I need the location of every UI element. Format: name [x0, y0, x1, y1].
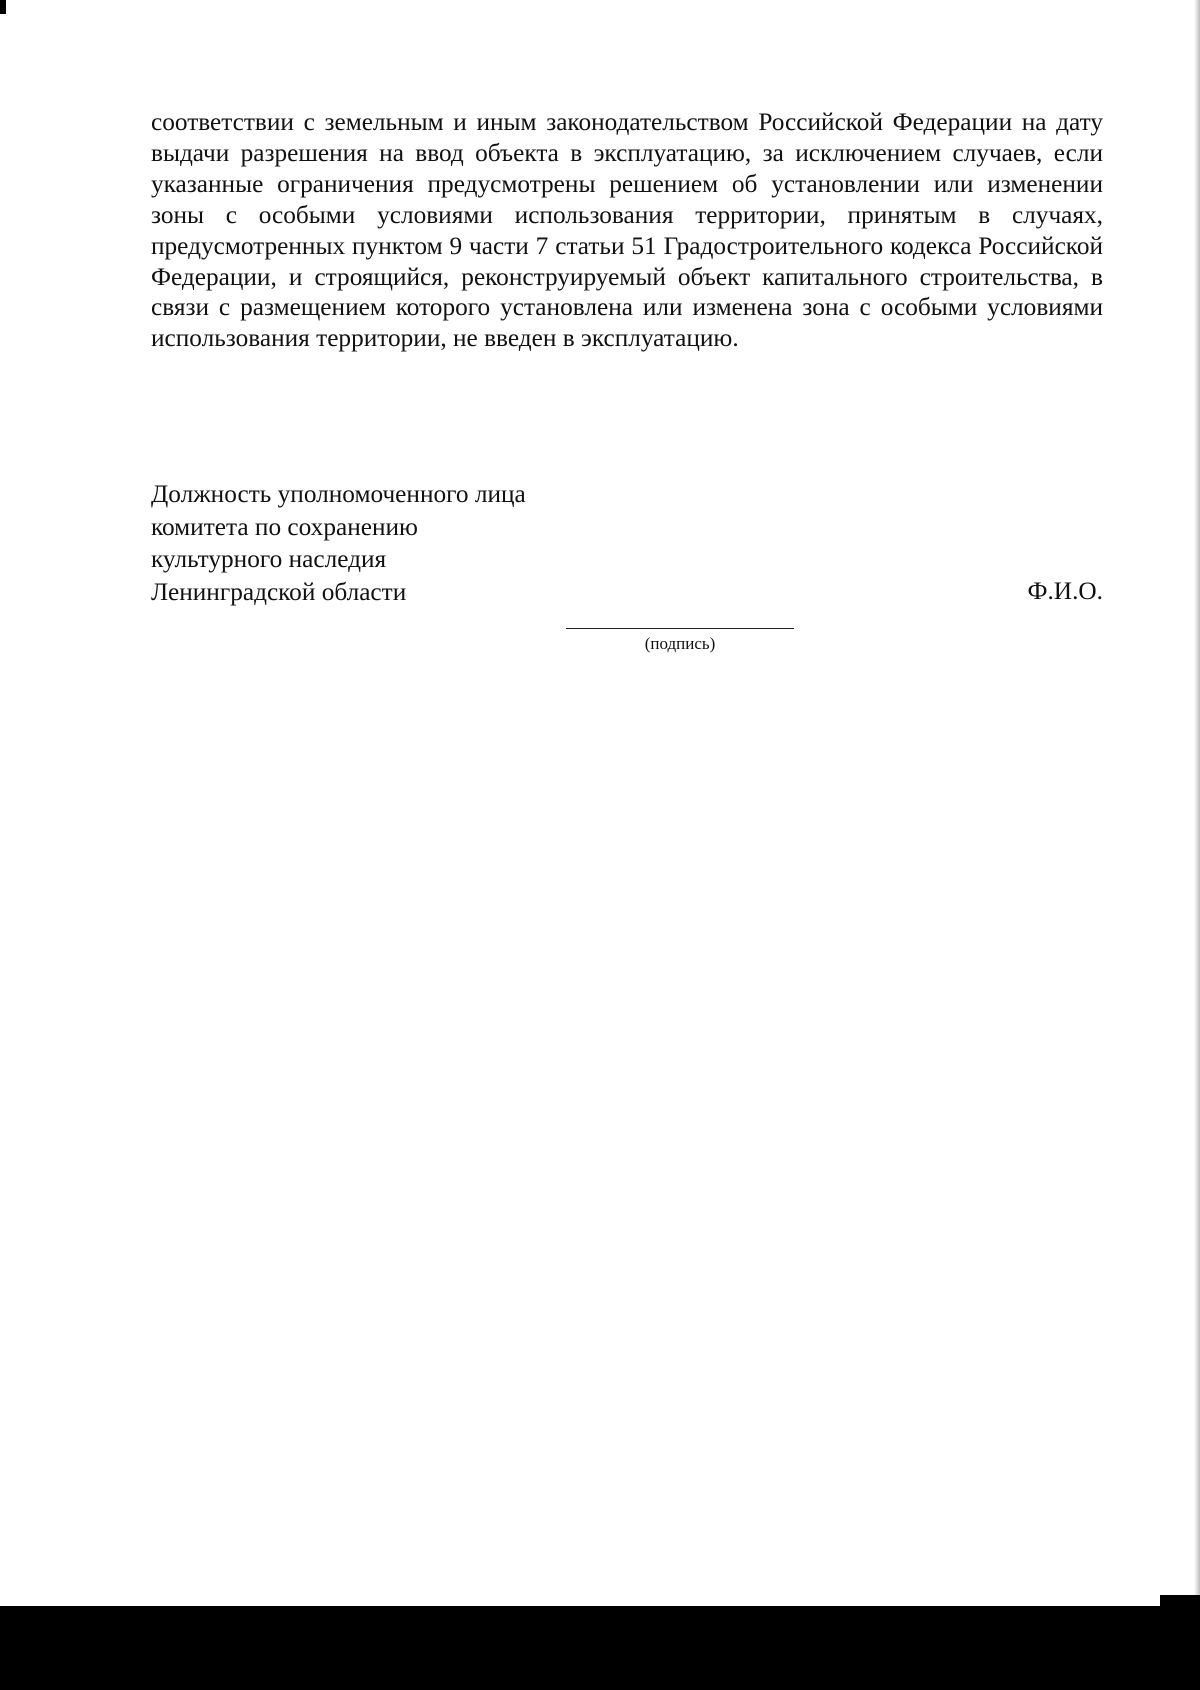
signatory-position-line: культурного наследия: [151, 545, 387, 573]
signatory-position-line: Должность уполномоченного лица: [151, 480, 526, 508]
body-paragraph: соответствии с земельным и иным законодательством Российской Федерации на дату выдачи разрешения на ввод объекта в эксплуатацию, за исключением случаев, если указанные ограничения предусмотрены решением об установлении или изменении зоны с особыми условиями использования территории, принятым в случаях, предусмотренных пунктом 9 части 7 статьи 51 Градостроительного кодекса Российской Федерации, и строящийся, реконструируемый объект капитального строительства, в связи с размещением которого установлена или изменена зона с особыми условиями использования территории, не введен в эксплуатацию.: [151, 108, 1103, 353]
signatory-position-line: комитета по сохранению: [151, 512, 418, 541]
signature-line: [566, 628, 794, 629]
signatory-name-placeholder: Ф.И.О.: [1027, 577, 1103, 605]
signatory-position-line: Ленинградской области: [151, 577, 407, 606]
scan-artifact-corner: [0, 0, 6, 14]
scan-artifact-right-edge: [1194, 0, 1200, 1600]
signature-caption: (подпись): [644, 634, 716, 653]
signatory-position: [151, 478, 1103, 608]
scan-artifact-bottom-band: [0, 1606, 1200, 1690]
